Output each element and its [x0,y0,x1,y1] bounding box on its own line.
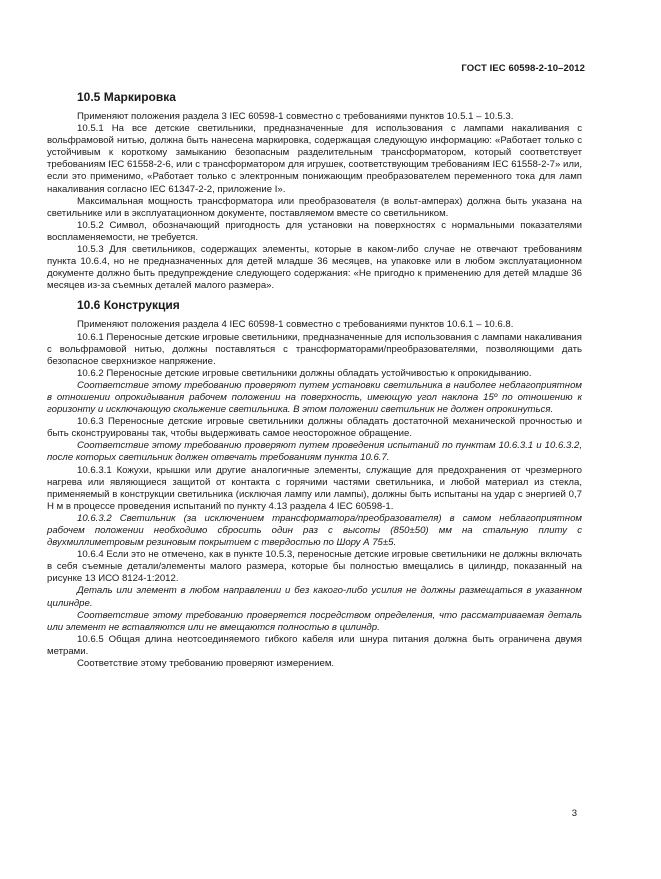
paragraph: 10.6.2 Переносные детские игровые светильники должны обладать устойчивостью к опрокидыванию. [77,367,532,379]
paragraph: Применяют положения раздела 4 IEC 60598-1 совместно с требованиями пунктов 10.6.1 – 10.6.8. [77,319,514,331]
paragraph: Максимальная мощность трансформатора или преобразователя (в вольт-амперах) должна быть указана на светильнике или в эксплуатационном документе, поставляемом вместе со светильником. [47,195,582,219]
section-heading-construction: 10.6 Конструкция [77,298,180,313]
paragraph: Деталь или элемент в любом направлении и без какого-либо усилия не должны размещаться в указанном цилиндре. [47,585,582,609]
paragraph: 10.6.3.2 Светильник (за исключением трансформатора/преобразователя) в самом неблагоприятном рабочем положении необходимо сбросить один раз с высоты (850±50) мм на стальную плиту с двухмиллиметровым резиновым покрытием с твердостью по Шору А 75±5. [47,512,582,549]
document-header: ГОСТ IEC 60598-2-10–2012 [461,63,585,74]
paragraph: 10.6.5 Общая длина неотсоединяемого гибкого кабеля или шнура питания должна быть ограничена двумя метрами. [47,633,582,657]
paragraph: Соответствие этому требованию проверяется посредством определения, что рассматриваемая деталь или элемент не вставляются или не вмещаются полностью в цилиндр. [47,609,582,633]
paragraph: 10.6.3 Переносные детские игровые светильники должны обладать достаточной механической прочностью и быть сконструированы так, чтобы выдерживать самое неосторожное обращение. [47,416,582,440]
page-content [47,90,582,670]
paragraph: 10.5.1 На все детские светильники, предназначенные для использования с лампами накаливания с вольфрамовой нитью, должна быть нанесена маркировка, содержащая следующую информацию: «Работает только с устойчивым к короткому замыканию безопасным разделительным трансформатором, который соответствует требованиям IEC 61558-2-6, или с трансформатором для игрушек, соответствующим требованиям IEC 61558-2-7» или, если это применимо, «Работает только с электронным понижающим преобразователем переменного тока для ламп накаливания согласно IEC 61347-2-2, приложение I». [47,123,582,195]
paragraph: Соответствие этому требованию проверяют измерением. [77,658,335,670]
page-number: 3 [571,808,577,819]
paragraph: 10.5.2 Символ, обозначающий пригодность для установки на поверхностях с нормальными показателями воспламеняемости, не требуется. [47,219,582,243]
section-body-construction [47,319,582,670]
paragraph: 10.5.3 Для светильников, содержащих элементы, которые в каком-либо случае не отвечают требованиям пункта 10.6.4, но не предназначенных для детей младше 36 месяцев, на упаковке или в любом эксплуатационном документе должно быть предупреждение следующего содержания: «Не пригодно к применению для детей младше 36 месяцев из-за съемных деталей малого размера». [47,244,582,292]
paragraph: Соответствие этому требованию проверяют путем установки светильника в наиболее неблагоприятном в отношении опрокидывания рабочем положении на поверхность, имеющую угол наклона 15º по отношению к горизонту и исключающую скольжение светильника. В этом положении светильник не должен опрокинуться. [47,379,582,416]
paragraph: Применяют положения раздела 3 IEC 60598-1 совместно с требованиями пунктов 10.5.1 – 10.5.3. [77,111,514,122]
paragraph: Соответствие этому требованию проверяют путем проведения испытаний по пунктам 10.6.3.1 и 10.6.3.2, после которых светильник должен отвечать требованиям пункта 10.6.7. [47,440,582,464]
section-heading-marking: 10.5 Маркировка [77,90,176,104]
section-body-marking [47,111,582,292]
paragraph: 10.6.4 Если это не отмечено, как в пункте 10.5.3, переносные детские игровые светильники не должны включать в себя съемные детали/элементы малого размера, которые бы полностью вмещались в цилиндр, показанный на рисунке 13 ИСО 8124-1:2012. [47,549,582,585]
paragraph: 10.6.3.1 Кожухи, крышки или другие аналогичные элементы, служащие для предохранения от чрезмерного нагрева или являющиеся защитой от контакта с горячими частями светильника, и любой материал из стекла, применяемый в конструкции светильника (исключая лампу или лампы), должны быть испытаны на удар с энергией 0,7 Н м в процессе проведения испытаний по пункту 4.13 раздела 4 IEC 60598-1. [47,464,582,512]
paragraph: 10.6.1 Переносные детские игровые светильники, предназначенные для использования с лампами накаливания с вольфрамовой нитью, должны поставляться с трансформаторами/преобразователями, позволяющими дать безопасное сверхнизкое напряжение. [47,331,582,367]
